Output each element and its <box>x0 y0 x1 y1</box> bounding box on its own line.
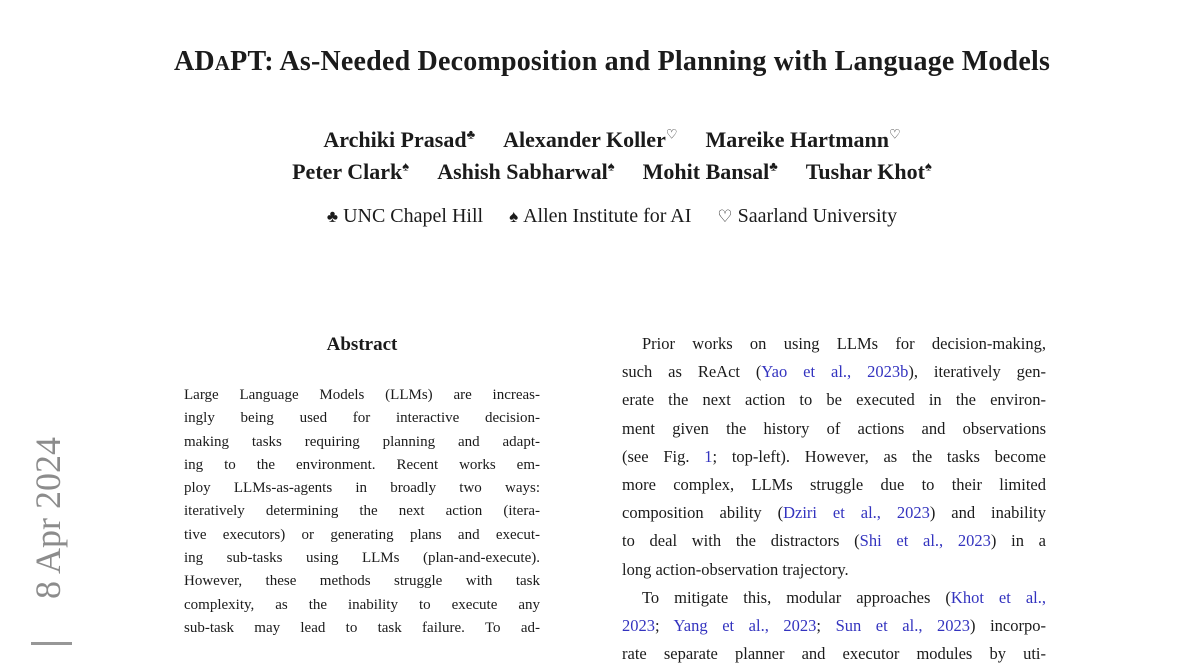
author-affiliation-mark-icon: ♣ <box>769 159 778 174</box>
affiliation-mark-icon: ♠ <box>509 207 519 226</box>
abstract-line <box>184 407 540 430</box>
affiliation-mark-icon: ♡ <box>717 207 733 226</box>
text-segment: more complex, LLMs struggle due to their limited <box>622 474 1046 494</box>
affiliation-name: Saarland University <box>732 205 898 227</box>
affiliation-name: UNC Chapel Hill <box>338 205 484 227</box>
citation-link[interactable]: 2023 <box>622 615 655 635</box>
text-segment: rate separate planner and executor modules by uti- <box>622 644 1046 664</box>
text-segment: (see Fig. <box>622 446 705 466</box>
author-name: Alexander Koller♡ <box>503 127 678 153</box>
author-name: Peter Clark♠ <box>292 159 410 185</box>
author-affiliation-mark-icon: ♡ <box>889 127 901 142</box>
intro-line <box>622 386 1046 414</box>
abstract-line <box>184 570 540 593</box>
intro-line <box>622 330 1046 358</box>
intro-line <box>622 612 1046 640</box>
intro-line <box>622 415 1046 443</box>
text-segment: ) incorpo- <box>970 615 1046 635</box>
affiliation-name: Allen Institute for AI <box>518 205 692 227</box>
abstract-line <box>184 500 540 523</box>
intro-line <box>622 499 1046 527</box>
text-segment: complexity, as the inability to execute any <box>184 596 540 613</box>
citation-link[interactable]: 1 <box>704 446 713 466</box>
citation-link[interactable]: Yang et al., 2023 <box>673 615 817 635</box>
author-affiliation-mark-icon: ♠ <box>607 159 615 174</box>
affiliations-line <box>24 205 1200 228</box>
abstract-line <box>184 384 540 407</box>
abstract-line <box>184 617 540 640</box>
abstract-column <box>184 384 540 640</box>
arxiv-sidebar-clipped-bracket <box>31 642 72 645</box>
abstract-line <box>184 477 540 500</box>
text-segment: ; <box>816 615 836 635</box>
abstract-line <box>184 454 540 477</box>
intro-line <box>622 556 1046 584</box>
affiliation-mark-icon: ♣ <box>326 207 339 226</box>
author-name: Archiki Prasad♣ <box>323 127 476 153</box>
author-affiliation-mark-icon: ♠ <box>924 159 932 174</box>
author-name: Mohit Bansal♣ <box>642 159 778 185</box>
intro-line <box>622 640 1046 668</box>
text-segment: making tasks requiring planning and adapt- <box>184 433 540 450</box>
intro-line <box>622 358 1046 386</box>
text-segment: such as ReAct ( <box>622 362 762 382</box>
author-name: Tushar Khot♠ <box>805 159 932 185</box>
text-segment: ing sub-tasks using LLMs (plan-and-execute). <box>184 550 540 567</box>
paper-title <box>24 46 1200 78</box>
abstract-line <box>184 431 540 454</box>
text-segment: ment given the history of actions and observations <box>622 418 1046 438</box>
title-part: PT: As-Needed Decomposition and Planning with Language Models <box>230 46 1051 77</box>
text-segment: composition ability ( <box>622 503 784 523</box>
text-segment: iteratively determining the next action (itera- <box>184 503 540 520</box>
text-segment: long action-observation trajectory. <box>622 559 849 579</box>
text-segment: ) and inability <box>929 503 1046 523</box>
citation-link[interactable]: Khot et al., <box>950 587 1046 607</box>
authors-line-1 <box>24 127 1200 153</box>
citation-link[interactable]: Sun et al., 2023 <box>835 615 971 635</box>
text-segment: sub-task may lead to task failure. To ad- <box>184 619 540 636</box>
text-segment: ; <box>655 615 674 635</box>
intro-line <box>622 584 1046 612</box>
affiliation-item <box>509 205 691 227</box>
citation-link[interactable]: Dziri et al., 2023 <box>783 503 930 523</box>
text-segment: ; top-left). However, as the tasks become <box>712 446 1046 466</box>
authors-line-2 <box>24 159 1200 185</box>
arxiv-sidebar-date: 8 Apr 2024 <box>28 437 68 599</box>
abstract-heading: Abstract <box>326 334 398 355</box>
text-segment: ploy LLMs-as-agents in broadly two ways: <box>184 480 540 497</box>
intro-column <box>622 330 1046 668</box>
affiliation-item <box>717 205 897 227</box>
intro-line <box>622 471 1046 499</box>
author-affiliation-mark-icon: ♠ <box>402 159 410 174</box>
title-smallcap-part: A <box>214 51 231 75</box>
author-affiliation-mark-icon: ♡ <box>665 127 678 142</box>
text-segment: Prior works on using LLMs for decision-making, <box>642 334 1046 353</box>
text-segment: ), iteratively gen- <box>908 362 1046 382</box>
text-segment: Large Language Models (LLMs) are increas- <box>184 387 540 403</box>
author-affiliation-mark-icon: ♣ <box>466 127 476 142</box>
author-name: Ashish Sabharwal♠ <box>437 159 615 185</box>
abstract-line <box>184 594 540 617</box>
abstract-line <box>184 524 540 547</box>
citation-link[interactable]: Shi et al., 2023 <box>859 531 991 551</box>
text-segment: However, these methods struggle with task <box>184 573 540 590</box>
text-segment: erate the next action to be executed in the environ- <box>622 390 1046 410</box>
intro-line <box>622 527 1046 555</box>
author-name: Mareike Hartmann♡ <box>705 127 901 153</box>
text-segment: tive executors) or generating plans and execut- <box>184 526 540 543</box>
text-segment: To mitigate this, modular approaches ( <box>642 587 951 607</box>
abstract-line <box>184 547 540 570</box>
intro-line <box>622 443 1046 471</box>
citation-link[interactable]: Yao et al., 2023b <box>761 362 909 382</box>
affiliation-item <box>327 205 483 227</box>
text-segment: ingly being used for interactive decision- <box>184 410 540 427</box>
title-part: AD <box>173 46 215 77</box>
text-segment: ing to the environment. Recent works em- <box>184 456 540 473</box>
text-segment: to deal with the distractors ( <box>622 531 860 551</box>
text-segment: ) in a <box>990 531 1047 551</box>
